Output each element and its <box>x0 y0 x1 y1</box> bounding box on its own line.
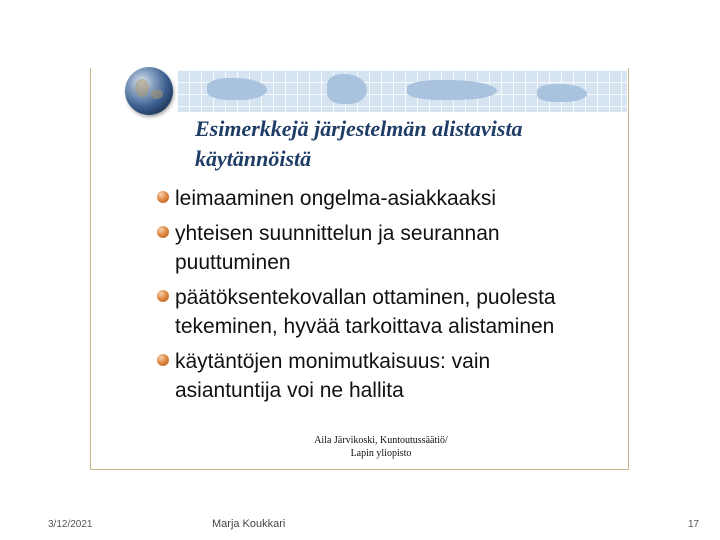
list-item <box>155 347 625 405</box>
slide-frame <box>90 68 629 470</box>
bullet-icon <box>157 191 169 203</box>
bullet-list <box>155 184 625 411</box>
world-map-banner <box>177 70 627 112</box>
credit <box>281 434 481 460</box>
bullet-icon <box>157 290 169 302</box>
bullet-icon <box>157 226 169 238</box>
footer-author: Marja Koukkari <box>212 518 286 530</box>
slide-title: Esimerkkejä järjestelmän alistavista käytännöistä <box>195 116 523 171</box>
list-item <box>155 283 625 341</box>
bullet-icon <box>157 354 169 366</box>
globe-icon <box>125 67 173 115</box>
credit-line-1: Aila Järvikoski, Kuntoutussäätiö/ <box>314 435 448 446</box>
bullet-text: yhteisen suunnittelun ja seurannan puuttuminen <box>175 222 500 274</box>
bullet-text: käytäntöjen monimutkaisuus: vain asiantuntija voi ne hallita <box>175 350 491 402</box>
credit-line-2: Lapin yliopisto <box>350 448 412 459</box>
footer-date: 3/12/2021 <box>48 519 93 530</box>
list-item <box>155 219 625 277</box>
bullet-text: päätöksentekovallan ottaminen, puolesta tekeminen, hyvää tarkoittava alistaminen <box>175 286 556 338</box>
page-number: 17 <box>688 519 700 530</box>
bullet-text: leimaaminen ongelma-asiakkaaksi <box>175 187 496 210</box>
list-item <box>155 184 625 213</box>
